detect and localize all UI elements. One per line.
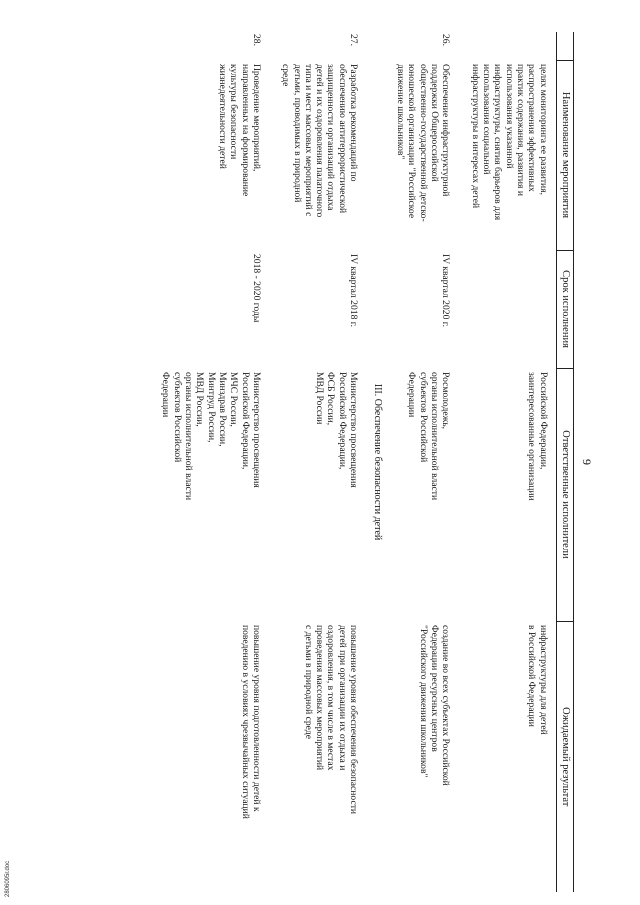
table-row	[384, 32, 459, 892]
table-header-row	[556, 32, 573, 892]
deadline	[458, 250, 556, 368]
expected-result: повышение уровня обеспечения безопасности детей при организации их отдыха и оздоровления, в том числе в местах проведения массовых мероприятий с детьми в природной среде	[302, 625, 360, 815]
responsible: Министерство просвещения Российской Федерации, ФСБ России, МВД России	[314, 372, 360, 488]
table-row	[149, 32, 269, 892]
responsible: Росмолодежь, органы исполнительной власти субъектов Российской Федерации	[406, 372, 452, 501]
expected-result: повышение уровня подготовленности детей к поведению в условиях чрезвычайных ситуаций	[239, 625, 262, 819]
row-number: 26.	[440, 34, 452, 46]
deadline: 2018 - 2020 годы	[250, 254, 262, 323]
table-row	[269, 32, 366, 892]
section-title: III. Обеспечение безопасности детей	[371, 383, 383, 541]
activity-name: Обеспечение инфраструктурной поддержки Общероссийской общественно-государственной детско- юношеской организации "Российское движение школьников"	[395, 64, 452, 222]
row-number: 28.	[250, 34, 262, 46]
row-number	[458, 32, 556, 60]
expected-result: инфраструктуры для детей в Российской Федерации	[526, 625, 549, 735]
deadline: IV квартал 2018 г.	[348, 254, 360, 328]
page-number: 9	[580, 459, 594, 465]
header-deadline: Срок исполнения	[556, 250, 573, 368]
activity-name: Проведение мероприятий, направленных на формирование культуры безопасности жизнедеятельности детей	[216, 64, 262, 197]
header-expected-result: Ожидаемый результат	[556, 621, 573, 892]
activity-name: целях мониторинга ее развития, распространения эффективных практик содержания, развития и использования указанной инфраструктуры, снятия барьеров для использования социальной инфраструктуры в интересах детей	[469, 64, 549, 221]
section-row	[366, 32, 384, 892]
table-row	[458, 32, 556, 892]
expected-result: создание во всех субъектах Российской Федерации ресурсных центров "Российского движения школьников"	[417, 625, 452, 786]
responsible: Российской Федерации, заинтересованные организации	[526, 372, 549, 501]
deadline: IV квартал 2020 г.	[440, 254, 452, 328]
row-number: 27.	[348, 34, 360, 46]
responsible: Министерство просвещения Российской Федерации, МЧС России, Минздрав России, Минтруд России, МВД России, органы исполнительной власти субъектов Российской Федерации	[160, 372, 262, 501]
header-number	[556, 32, 573, 60]
header-responsible: Ответственные исполнители	[556, 368, 573, 621]
header-activity-name: Наименование мероприятия	[556, 60, 573, 250]
rotated-document	[36, 32, 598, 892]
file-code: 2806095г.doc	[5, 860, 11, 897]
activity-name: Разработка рекомендаций по обеспечению антитеррористической защищенности организаций отдыха детей и их оздоровления палаточного типа и мест массовых мероприятий с детьми, проводимых в природной среде	[280, 64, 360, 218]
activities-table	[149, 32, 574, 892]
